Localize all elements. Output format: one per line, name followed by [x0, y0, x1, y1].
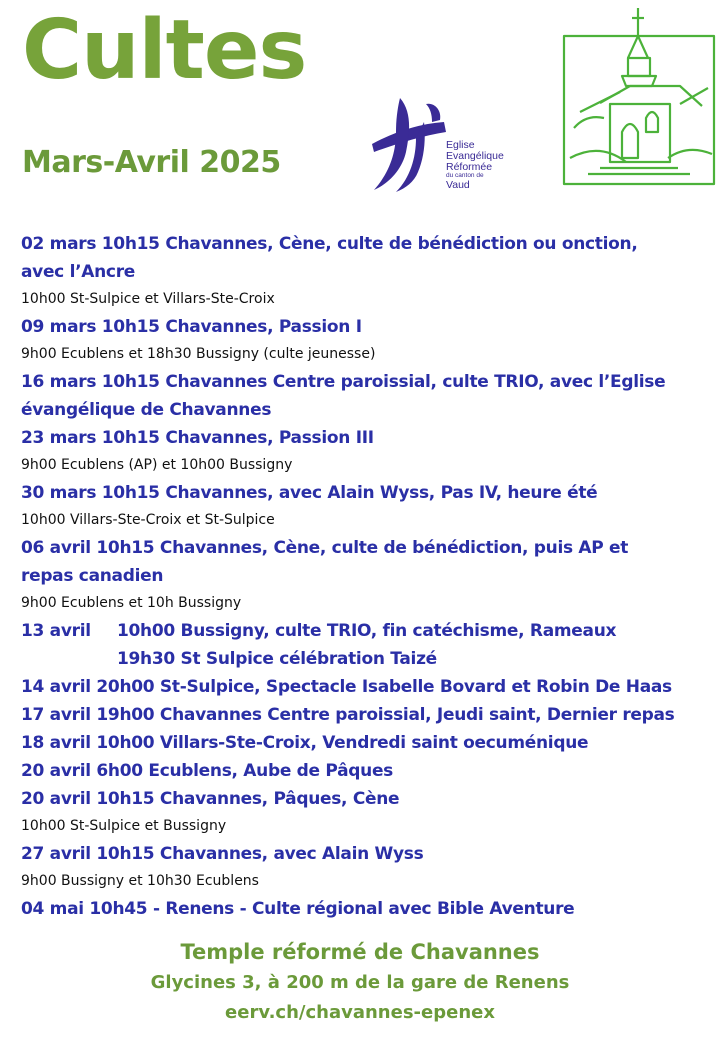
church-illustration-icon: [560, 8, 716, 186]
service-entry-highlight: 23 mars 10h15 Chavannes, Passion III: [21, 428, 374, 448]
service-entry: 9h00 Ecublens et 18h30 Bussigny (culte jeunesse): [21, 346, 376, 362]
service-entry-highlight: 30 mars 10h15 Chavannes, avec Alain Wyss, Pas IV, heure été: [21, 483, 598, 503]
service-entry-highlight: 09 mars 10h15 Chavannes, Passion I: [21, 317, 362, 337]
page-subtitle: Mars-Avril 2025: [22, 145, 281, 180]
service-entry-highlight: 17 avril 19h00 Chavannes Centre paroissial, Jeudi saint, Dernier repas: [21, 705, 675, 725]
service-entry-highlight: 20 avril 6h00 Ecublens, Aube de Pâques: [21, 761, 393, 781]
service-entry-highlight: repas canadien: [21, 566, 164, 586]
service-entry-highlight: 06 avril 10h15 Chavannes, Cène, culte de bénédiction, puis AP et: [21, 538, 629, 558]
footer-url-link[interactable]: eerv.ch/chavannes-epenex: [225, 1002, 495, 1023]
logo-line: Eglise: [446, 139, 475, 151]
eerv-logo-text: [446, 140, 504, 191]
service-entry-highlight: 20 avril 10h15 Chavannes, Pâques, Cène: [21, 789, 400, 809]
logo-line: Réformée: [446, 161, 493, 174]
logo-line: du canton de: [446, 172, 484, 180]
service-entry-highlight: avec l’Ancre: [21, 262, 136, 282]
footer-place: Temple réformé de Chavannes: [180, 940, 540, 964]
page-title: Cultes: [22, 3, 307, 98]
service-entry: 10h00 St-Sulpice et Villars-Ste-Croix: [21, 291, 275, 307]
service-entry-highlight: [21, 617, 716, 645]
service-entry-highlight: 04 mai 10h45 - Renens - Culte régional avec Bible Aventure: [21, 899, 575, 919]
service-entry-highlight: 14 avril 20h00 St-Sulpice, Spectacle Isabelle Bovard et Robin De Haas: [21, 677, 672, 697]
service-entry: 10h00 Villars-Ste-Croix et St-Sulpice: [21, 512, 275, 528]
service-entry-highlight: évangélique de Chavannes: [21, 400, 272, 420]
service-entry-highlight: 18 avril 10h00 Villars-Ste-Croix, Vendredi saint oecuménique: [21, 733, 589, 753]
footer: [0, 936, 720, 1028]
service-entry-highlight: 16 mars 10h15 Chavannes Centre paroissial, culte TRIO, avec l’Eglise: [21, 372, 666, 392]
service-date: 13 avril: [21, 621, 91, 641]
service-entry: 9h00 Ecublens et 10h Bussigny: [21, 595, 242, 611]
service-schedule: [21, 230, 716, 923]
service-entry: 10h00 St-Sulpice et Bussigny: [21, 818, 227, 834]
service-entry-highlight: 19h30 St Sulpice célébration Taizé: [117, 649, 437, 669]
service-detail: 10h00 Bussigny, culte TRIO, fin catéchisme, Rameaux: [117, 621, 617, 641]
logo-line: Evangélique: [446, 150, 504, 163]
logo-line: Vaud: [446, 178, 470, 191]
service-entry: 9h00 Bussigny et 10h30 Ecublens: [21, 873, 259, 889]
service-entry-highlight: 02 mars 10h15 Chavannes, Cène, culte de bénédiction ou onction,: [21, 234, 638, 254]
service-entry-highlight: 27 avril 10h15 Chavannes, avec Alain Wyss: [21, 844, 424, 864]
footer-address: Glycines 3, à 200 m de la gare de Renens: [150, 972, 570, 993]
service-entry: 9h00 Ecublens (AP) et 10h00 Bussigny: [21, 457, 293, 473]
